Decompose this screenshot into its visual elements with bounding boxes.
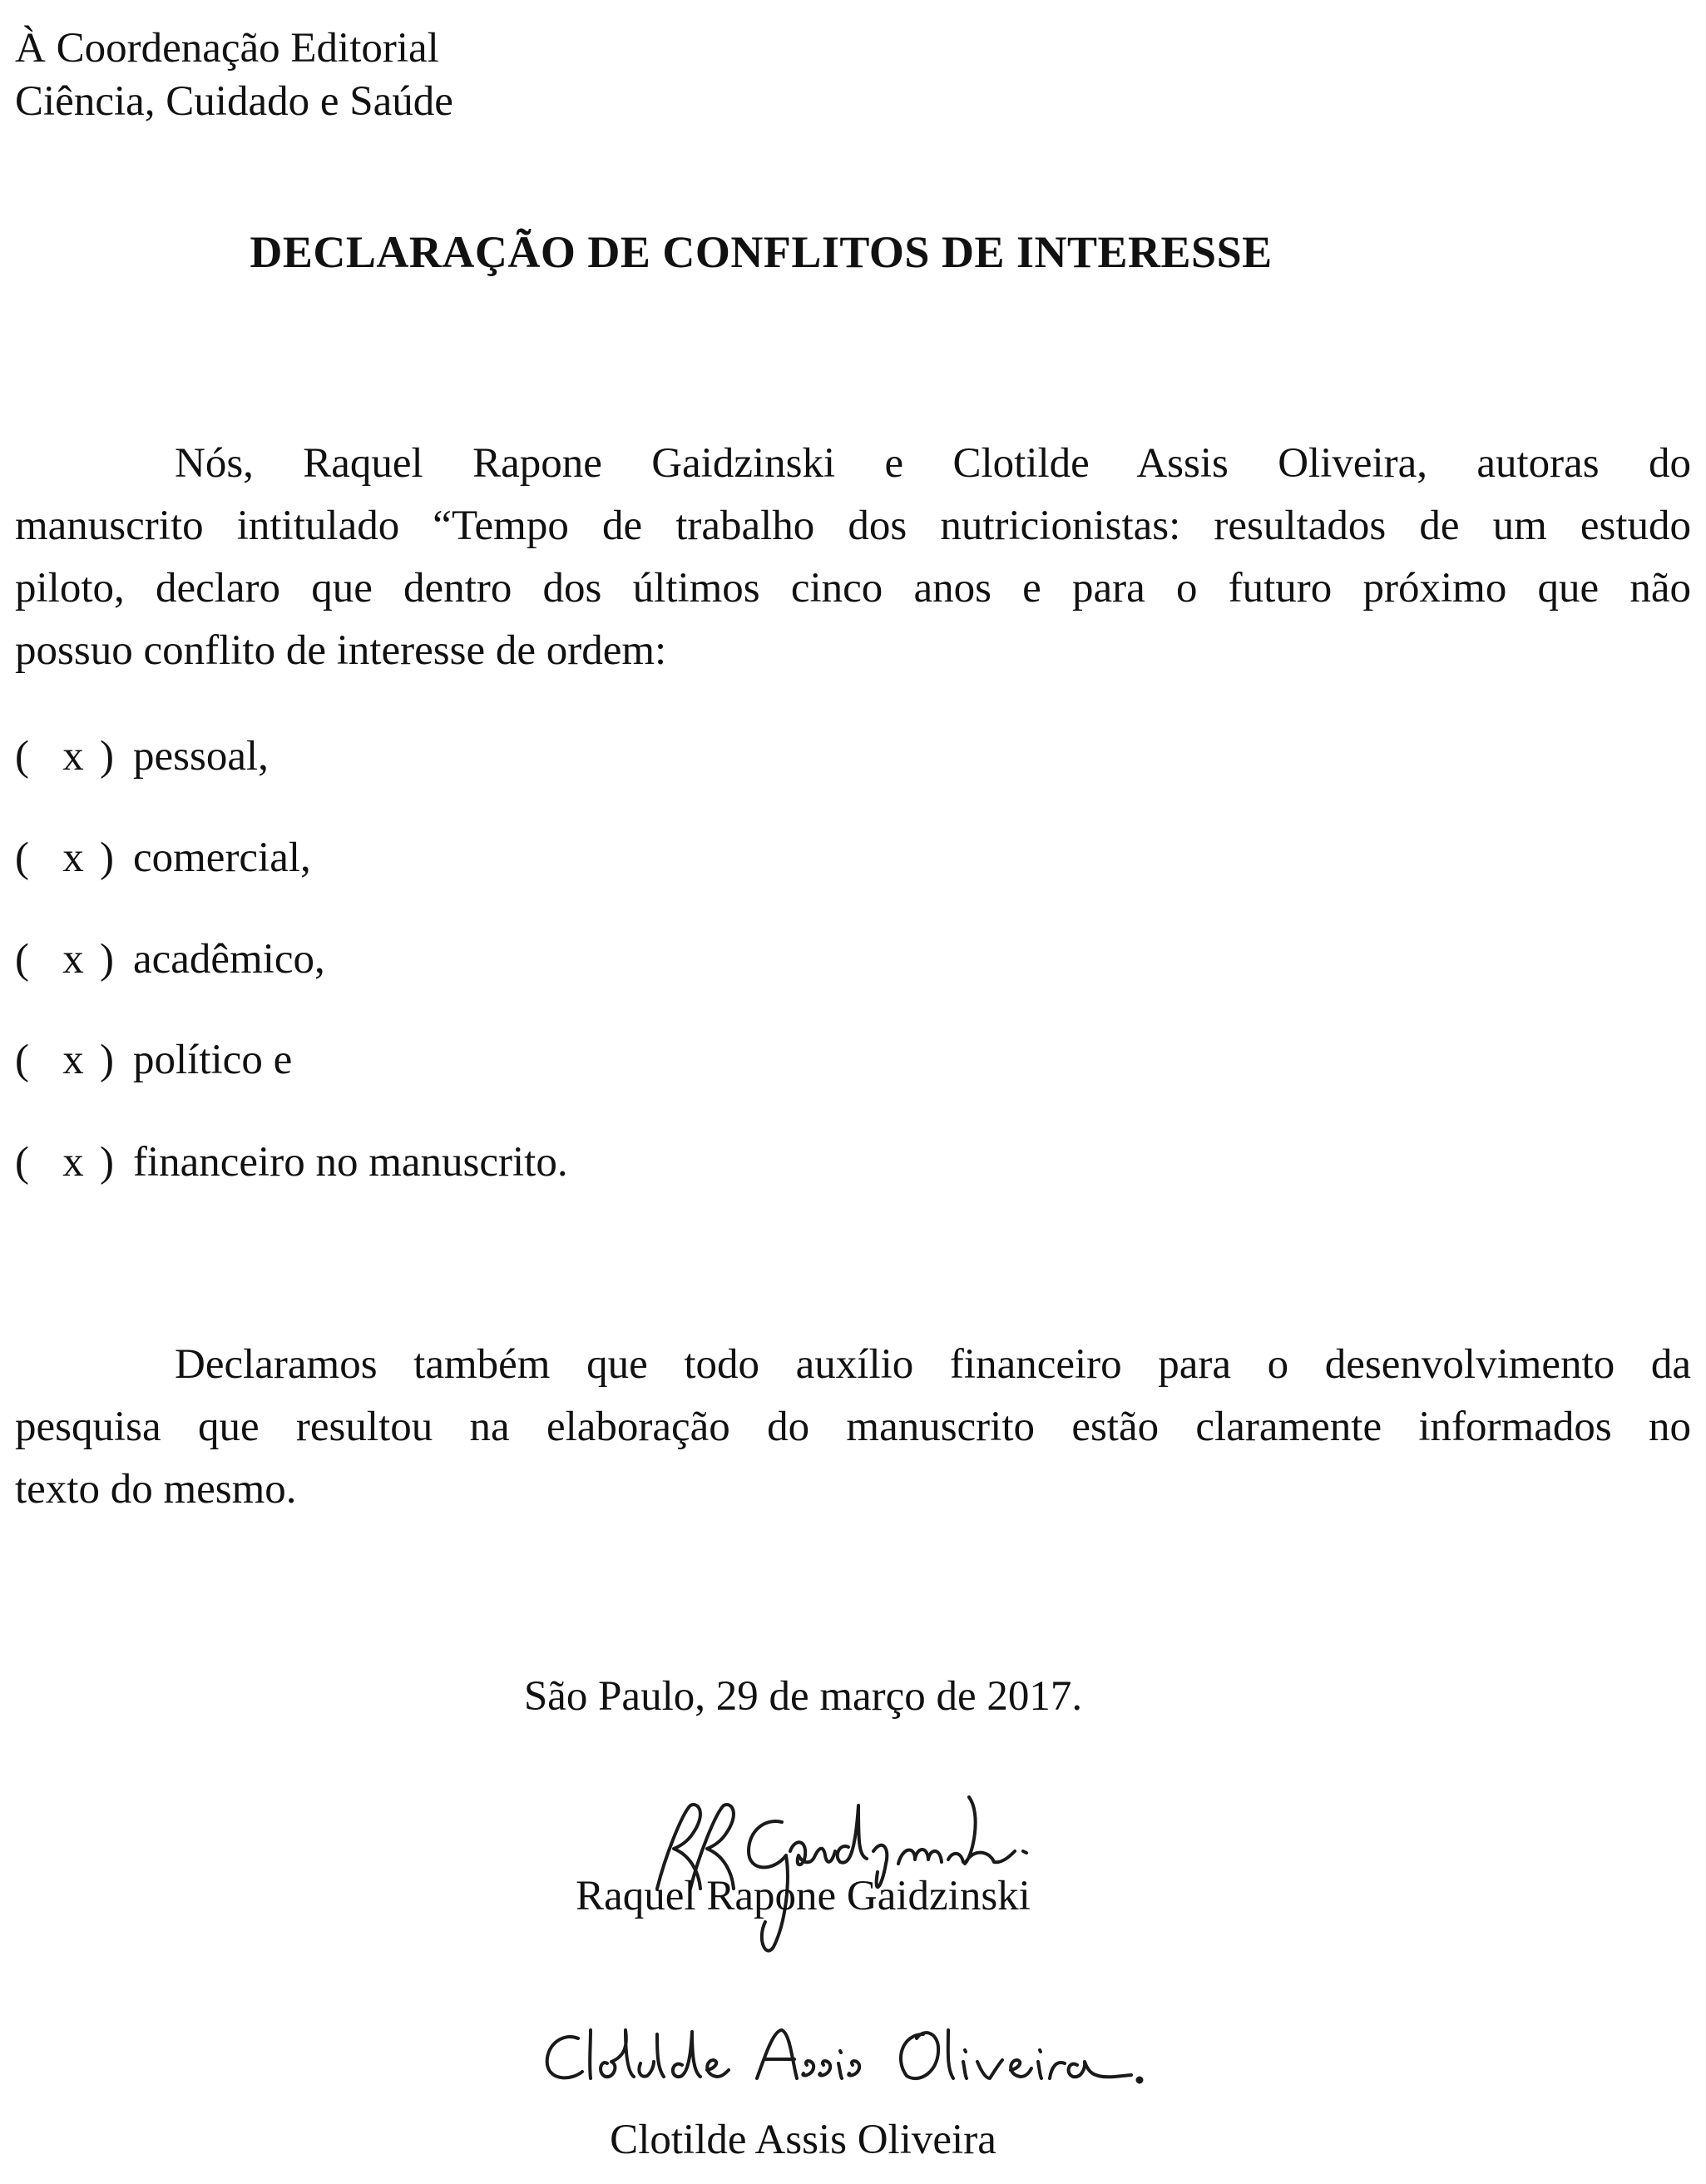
- checkbox-marked: ( x ): [15, 1139, 114, 1186]
- checklist-label: financeiro no manuscrito.: [133, 1139, 568, 1186]
- signatory-name-1: Raquel Rapone Gaidzinski: [576, 1873, 1031, 1919]
- checklist-label: pessoal,: [133, 733, 269, 780]
- paragraph-line: manuscrito intitulado “Tempo de trabalho dos nutricionistas: resultados de um estudo: [15, 503, 1691, 549]
- signature-raquel: [640, 1772, 1073, 1964]
- addressee-line-1: À Coordenação Editorial: [15, 25, 439, 72]
- checklist-label: acadêmico,: [133, 936, 325, 983]
- checklist-item-financial: [15, 1138, 568, 1186]
- checkbox-marked: ( x ): [15, 936, 114, 983]
- addressee-line-2: Ciência, Cuidado e Saúde: [15, 78, 453, 125]
- checklist-item-political: [15, 1036, 292, 1084]
- checkbox-marked: ( x ): [15, 1037, 114, 1083]
- declaration-paragraph: [15, 433, 1691, 682]
- paragraph-line: Nós, Raquel Rapone Gaidzinski e Clotilde Assis Oliveira, autoras do: [175, 440, 1691, 487]
- place-date: São Paulo, 29 de março de 2017.: [523, 1673, 1083, 1720]
- paragraph-line: possuo conflito de interesse de ordem:: [15, 627, 667, 674]
- paragraph-line: texto do mesmo.: [15, 1466, 297, 1513]
- checkbox-marked: ( x ): [15, 834, 114, 881]
- signature-clotilde: [532, 2013, 1148, 2105]
- checkbox-marked: ( x ): [15, 733, 114, 780]
- funding-paragraph: [15, 1334, 1691, 1521]
- checklist-label: comercial,: [133, 834, 311, 881]
- paragraph-line: piloto, declaro que dentro dos últimos cinco anos e para o futuro próximo que não: [15, 565, 1691, 612]
- document-title: DECLARAÇÃO DE CONFLITOS DE INTERESSE: [250, 227, 1273, 277]
- paragraph-line: Declaramos também que todo auxílio financeiro para o desenvolvimento da: [175, 1341, 1691, 1388]
- checklist-item-commercial: [15, 834, 311, 882]
- checklist-item-academic: [15, 935, 325, 983]
- signatory-name-2: Clotilde Assis Oliveira: [610, 2117, 996, 2163]
- checklist-item-personal: [15, 732, 269, 780]
- checklist-label: político e: [133, 1037, 293, 1083]
- paragraph-line: pesquisa que resultou na elaboração do manuscrito estão claramente informados no: [15, 1404, 1691, 1450]
